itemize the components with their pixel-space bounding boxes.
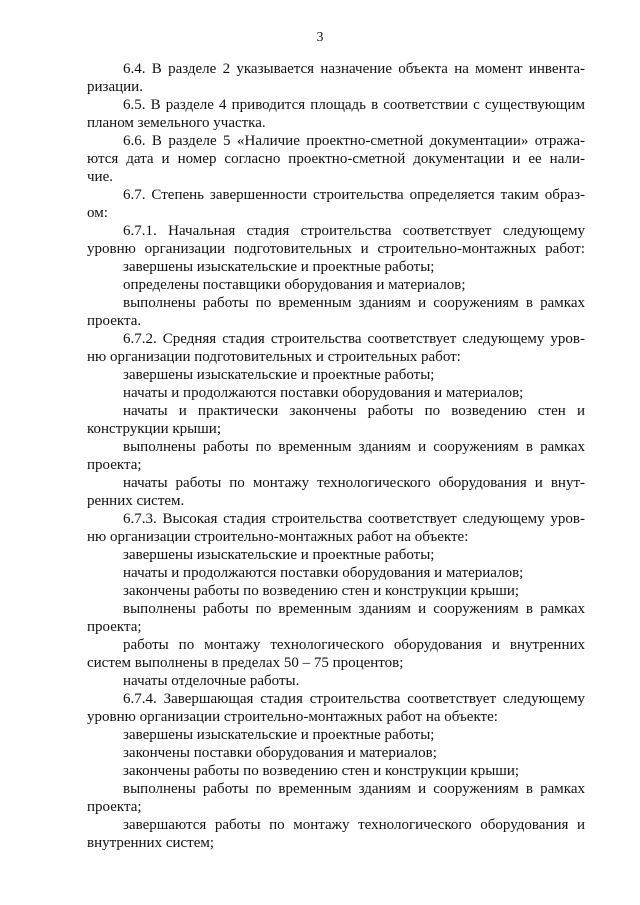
text-line: 6.7.1. Начальная стадия строительства соответствует следующему — [123, 223, 585, 239]
text-line: внутренних систем; — [87, 835, 215, 851]
text-line: начаты и продолжаются поставки оборудования и материалов; — [123, 565, 524, 581]
text-line: завершены изыскательские и проектные работы; — [123, 727, 435, 743]
text-line: конструкции крыши; — [87, 421, 221, 437]
text-line: 6.7.4. Завершающая стадия строительства соответствует следующему — [123, 691, 585, 707]
text-line: чие. — [87, 169, 113, 185]
page-number: 3 — [316, 30, 324, 45]
text-line: завершены изыскательские и проектные работы; — [123, 547, 435, 563]
text-line: планом земельного участка. — [87, 115, 266, 131]
text-line: ом: — [87, 205, 108, 221]
text-line: завершены изыскательские и проектные работы; — [123, 259, 435, 275]
text-line: ню организации подготовительных и строительных работ: — [87, 349, 461, 365]
text-line: 6.7.2. Средняя стадия строительства соответствует следующему уров- — [123, 331, 585, 347]
text-line: закончены работы по возведению стен и конструкции крыши; — [123, 583, 520, 599]
text-line: выполнены работы по временным зданиям и сооружениям в рамках — [123, 439, 585, 455]
text-line: выполнены работы по временным зданиям и сооружениям в рамках — [123, 781, 585, 797]
text-line: систем выполнены в пределах 50 – 75 процентов; — [87, 655, 404, 671]
text-line: ренних систем. — [87, 493, 185, 509]
text-line: выполнены работы по временным зданиям и сооружениям в рамках — [123, 601, 585, 617]
text-line: начаты отделочные работы. — [123, 673, 300, 689]
text-line: 6.7.3. Высокая стадия строительства соответствует следующему уров- — [123, 511, 585, 527]
text-line: 6.7. Степень завершенности строительства определяется таким образ- — [123, 187, 585, 203]
text-line: начаты и продолжаются поставки оборудования и материалов; — [123, 385, 524, 401]
text-line: работы по монтажу технологического оборудования и внутренних — [123, 637, 585, 653]
text-line: проекта; — [87, 619, 142, 635]
text-line: уровню организации строительно-монтажных работ на объекте: — [87, 709, 498, 725]
text-line: выполнены работы по временным зданиям и сооружениям в рамках — [123, 295, 585, 311]
text-line: ризации. — [87, 79, 143, 95]
text-line: проекта. — [87, 313, 142, 329]
text-line: уровню организации подготовительных и строительно-монтажных работ: — [87, 241, 585, 257]
text-line: завершаются работы по монтажу технологического оборудования и — [123, 817, 585, 833]
text-line: 6.5. В разделе 4 приводится площадь в соответствии с существующим — [123, 97, 585, 113]
text-line: проекта; — [87, 457, 142, 473]
text-line: закончены поставки оборудования и материалов; — [123, 745, 437, 761]
text-line: определены поставщики оборудования и материалов; — [123, 277, 466, 293]
text-line: проекта; — [87, 799, 142, 815]
text-line: ются дата и номер согласно проектно-сметной документации и ее нали- — [87, 151, 585, 167]
text-line: закончены работы по возведению стен и конструкции крыши; — [123, 763, 520, 779]
text-line: ню организации строительно-монтажных работ на объекте: — [87, 529, 469, 545]
text-line: завершены изыскательские и проектные работы; — [123, 367, 435, 383]
text-line: начаты работы по монтажу технологического оборудования и внут- — [123, 475, 585, 491]
text-line: 6.4. В разделе 2 указывается назначение объекта на момент инвента- — [123, 61, 585, 77]
text-line: 6.6. В разделе 5 «Наличие проектно-сметной документации» отража- — [123, 133, 585, 149]
text-line: начаты и практически закончены работы по возведению стен и — [123, 403, 585, 419]
